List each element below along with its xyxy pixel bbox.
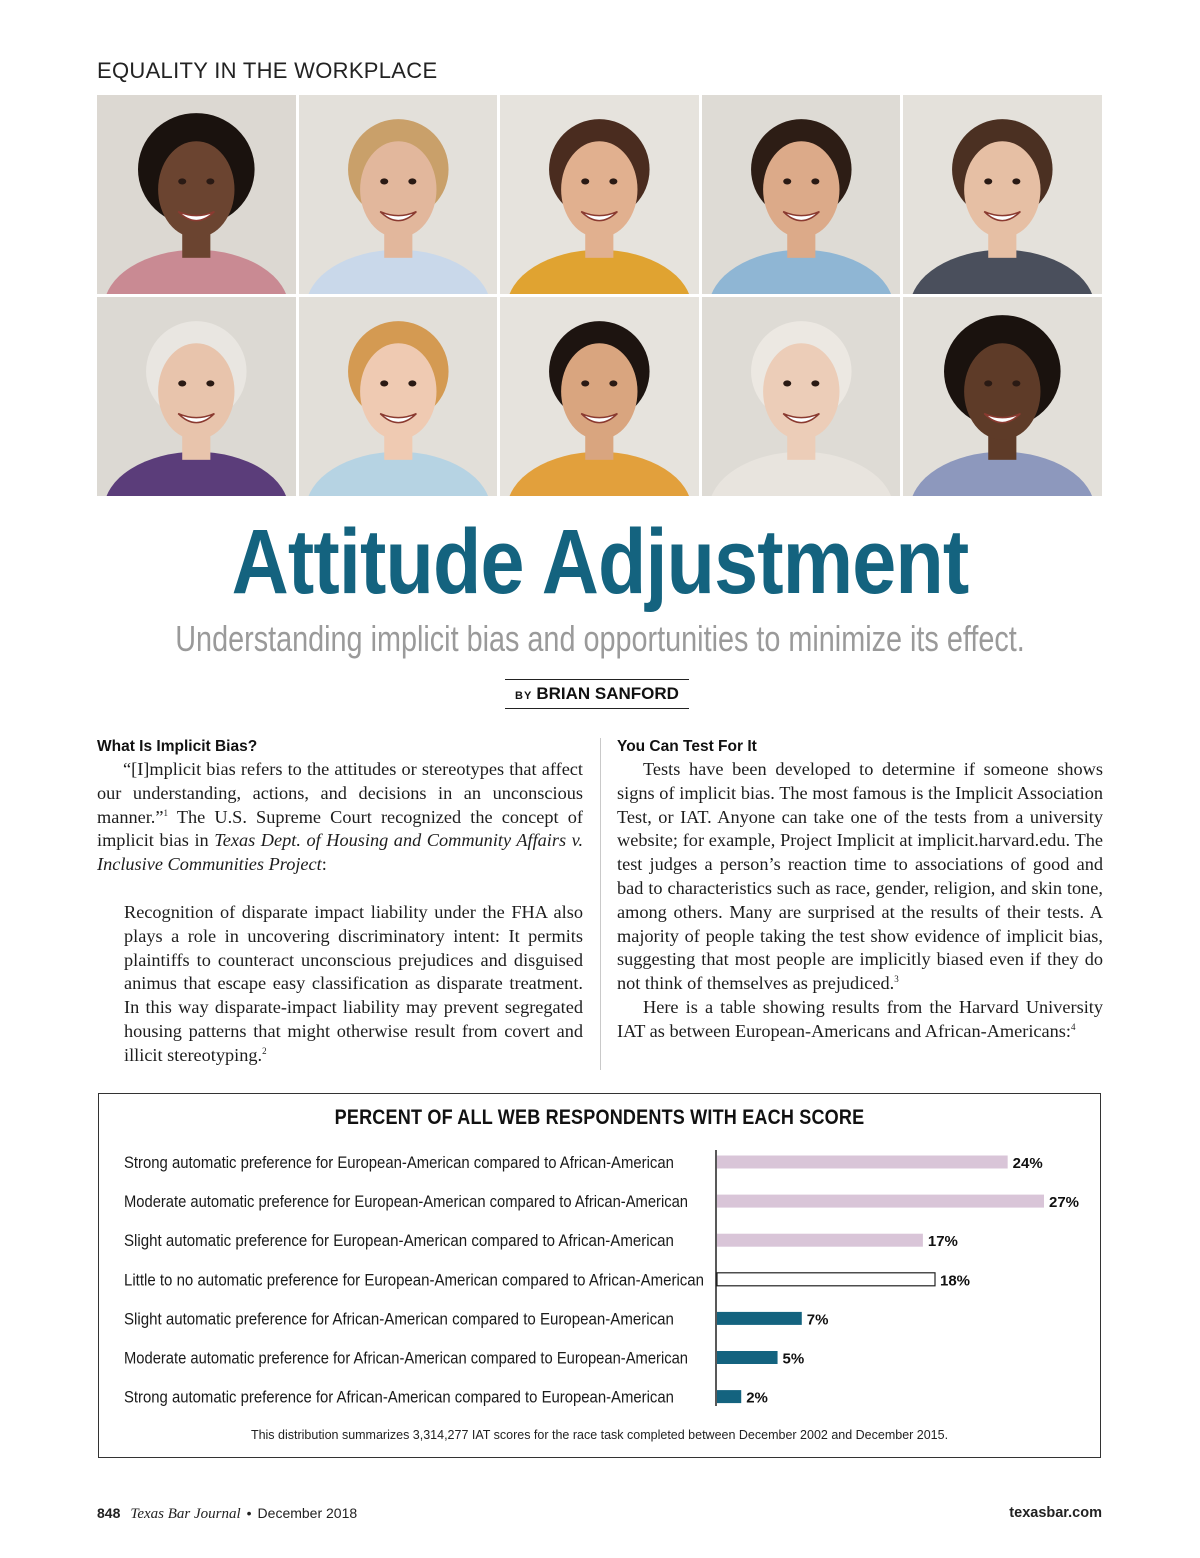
rp2-text: Here is a table showing results from the Harvard University IAT as between European-Americans and African-Americans: xyxy=(617,996,1103,1041)
block-quote xyxy=(124,901,583,1068)
portrait-photo xyxy=(903,297,1102,496)
p1-end: : xyxy=(321,854,327,875)
column-divider xyxy=(600,738,601,1070)
bar-value-label: 5% xyxy=(782,1350,805,1368)
portrait-photo xyxy=(299,95,498,294)
footer-bullet: • xyxy=(246,1505,252,1521)
portrait-photo xyxy=(97,95,296,294)
rp1-text: Tests have been developed to determine if someone shows signs of implicit bias. The most famous is the Implicit Association Test, or IAT. Anyone can take one of the tests from a university website; for example, Project Implicit at implicit.harvard.edu. The test judges a person’s reaction time to associations of good and bad to characteristics such as race, gender, religion, and skin tone, among others. Many are surprised at the results of their tests. A majority of people taking the test show evidence of implicit bias, suggesting that most people are implicitly biased even if they do not think of themselves as prejudiced. xyxy=(617,759,1103,994)
chart-bar xyxy=(717,1351,778,1364)
footnote-ref-2: 2 xyxy=(262,1045,267,1056)
chart-bar xyxy=(717,1234,923,1247)
section-label: EQUALITY IN THE WORKPLACE xyxy=(97,58,438,83)
article-headline: Attitude Adjustment xyxy=(231,511,969,613)
portrait-photo xyxy=(299,297,498,496)
category-label: Moderate automatic preference for African-American compared to European-American xyxy=(124,1348,688,1368)
byline xyxy=(505,679,689,709)
footnote-ref-1: 1 xyxy=(163,807,168,818)
page-footer xyxy=(97,1505,1102,1523)
bar-chart xyxy=(99,1094,1099,1456)
bar-value-label: 24% xyxy=(1012,1155,1043,1172)
chart-bar xyxy=(717,1273,935,1286)
bar-value-label: 2% xyxy=(746,1389,768,1407)
chart-bar xyxy=(717,1156,1008,1169)
case-name: Texas Dept. of Housing and Community Affairs v. Inclusive Communities Project xyxy=(97,830,584,875)
footnote-ref-4: 4 xyxy=(1070,1021,1076,1032)
chart-note: This distribution summarizes 3,314,277 IAT scores for the race task completed between December 2002 and December 2015. xyxy=(250,1428,949,1442)
portrait-photo xyxy=(500,297,699,496)
right-paragraph-2 xyxy=(617,996,1103,1044)
site-url: texasbar.com xyxy=(1009,1505,1102,1521)
chart-bar xyxy=(717,1312,802,1325)
byline-author: BRIAN SANFORD xyxy=(536,684,679,703)
portrait-photo xyxy=(702,95,901,294)
bar-value-label: 7% xyxy=(806,1311,829,1329)
category-label: Slight automatic preference for African-American compared to European-American xyxy=(124,1309,674,1329)
category-label: Little to no automatic preference for European-American compared to African-American xyxy=(124,1270,704,1290)
portrait-photo-grid xyxy=(97,95,1102,496)
bar-value-label: 17% xyxy=(927,1233,958,1251)
journal-title: Texas Bar Journal xyxy=(130,1506,241,1522)
article-subhead: Understanding implicit bias and opportunities to minimize its effect. xyxy=(175,618,1025,659)
category-label: Strong automatic preference for African-American compared to European-American xyxy=(124,1387,674,1407)
footnote-ref-3: 3 xyxy=(894,974,899,985)
portrait-photo xyxy=(500,95,699,294)
right-paragraph-1 xyxy=(617,758,1103,996)
right-column xyxy=(617,736,1103,1044)
bar-value-label: 27% xyxy=(1049,1194,1080,1212)
page-number: 848 xyxy=(97,1505,121,1521)
byline-by: BY xyxy=(515,690,533,702)
portrait-photo xyxy=(702,297,901,496)
p1-start: “[I]mplicit bias refers to the attitudes or stereotypes that affect our understanding, actions, and decisions in an unconscious manner.” xyxy=(97,759,583,827)
right-heading: You Can Test For It xyxy=(617,738,757,755)
chart-title: PERCENT OF ALL WEB RESPONDENTS WITH EACH SCORE xyxy=(334,1106,865,1129)
bar-value-label: 18% xyxy=(940,1272,971,1290)
issue-date: December 2018 xyxy=(257,1505,358,1521)
left-paragraph xyxy=(97,758,583,877)
chart-bar xyxy=(717,1195,1044,1208)
portrait-photo xyxy=(903,95,1102,294)
left-column xyxy=(97,736,583,1068)
chart-bar xyxy=(717,1390,741,1403)
left-heading: What Is Implicit Bias? xyxy=(97,738,258,755)
portrait-photo xyxy=(97,297,296,496)
category-label: Moderate automatic preference for European-American compared to African-American xyxy=(124,1192,688,1212)
quote-text: Recognition of disparate impact liability under the FHA also plays a role in uncovering discriminatory intent: It permits plaintiffs to counteract unconscious prejudices and disguised animus that escape easy classification as disparate treatment. In this way disparate-impact liability may prevent segregated housing patterns that might otherwise result from covert and illicit stereotyping. xyxy=(124,901,583,1065)
category-label: Slight automatic preference for European-American compared to African-American xyxy=(124,1231,674,1251)
p1-mid: The U.S. Supreme Court recognized the concept of implicit bias in xyxy=(97,806,583,851)
category-label: Strong automatic preference for European-American compared to African-American xyxy=(124,1153,674,1172)
chart-box xyxy=(98,1093,1101,1458)
